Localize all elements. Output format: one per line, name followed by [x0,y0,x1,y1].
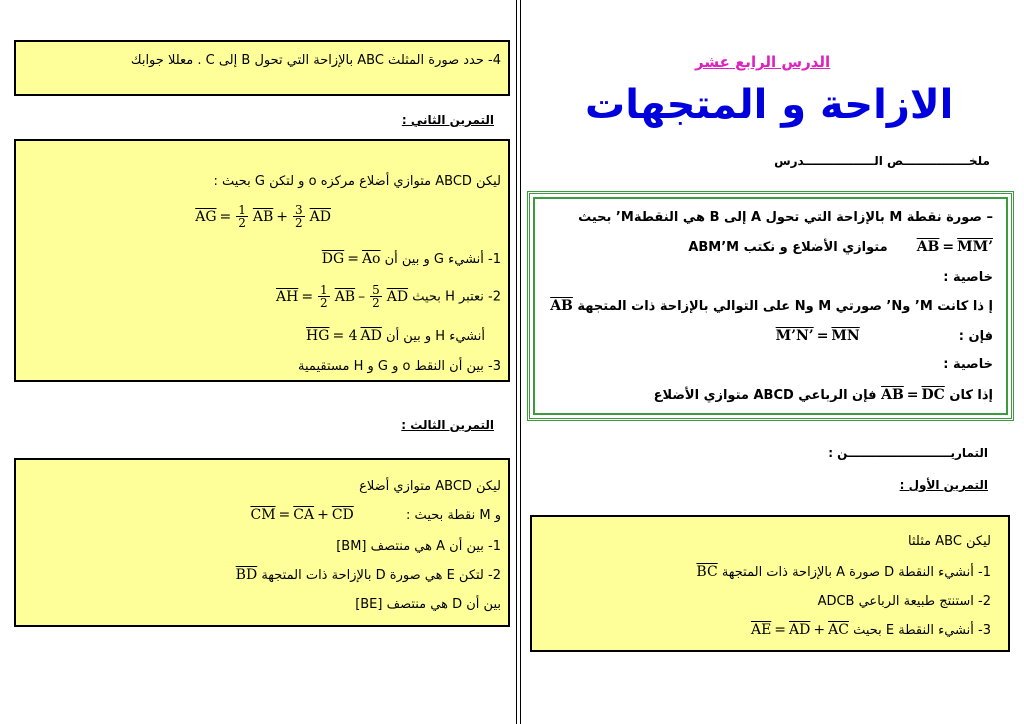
ex3-m-text: و M نقطة بحيث : [406,508,501,523]
question-4-text: 4- حدد صورة المثلث ABC بالإزاحة التي تحول B إلى C . معللا جوابك [130,53,501,68]
summary-if-text: إذا كان [949,388,993,403]
equals-sign: = [219,208,232,225]
summary-line-2 [688,239,993,255]
minus-sign: – [358,288,366,305]
vector-CD: $\overline{CD}$ [331,507,354,523]
ex3-line-2 [250,507,501,523]
plus-sign: + [813,622,826,638]
plus-sign: + [317,507,329,523]
ex2-q2-text: 2- نعتبر H بحيث [412,289,501,305]
ex1-line-1: ليكن ABC مثلثا [908,534,991,549]
equals-sign: = [301,288,314,305]
equals-sign: = [347,251,359,267]
equals-sign: = [278,507,291,523]
vector-AD: $\overline{AD}$ [360,328,382,344]
summary-line-7 [654,387,993,403]
fraction-1-2 [236,204,248,229]
lesson-number: الدرس الرابع عشر [695,53,831,71]
summary-heading: ملخــــــــــــــــص الـــــــــــــــــدرس [774,154,990,168]
ex2-line-2 [195,204,331,229]
equals-sign: = [774,622,787,638]
summary-line-4 [550,298,993,314]
numerator: 5 [372,283,380,297]
ex2-line-5 [306,328,485,344]
equals-sign: = [906,387,919,403]
ex2-q1-text: 1- أنشيء G و بين أن [384,252,501,267]
ex1-q3-text: 3- أنشيء النقطة E بحيث [853,623,991,638]
numerator: 1 [238,203,246,217]
ex1-q1-text: 1- أنشيء النقطة D صورة A بالإزاحة ذات المتجهة [721,565,991,580]
numerator: 3 [295,203,303,217]
fraction-5-2 [370,284,382,309]
vector-DG: $\overline{DG}$ [321,251,345,267]
ex3-line-3: 1- بين أن A هي منتصف [BM] [336,539,501,554]
summary-property-2: خاصية : [943,357,993,372]
summary-parallelogram-text: ABM’M متوازي الأضلاع و نكتب [688,240,888,255]
ex3-line-1: ليكن ABCD متوازي أضلاع [359,479,501,494]
ex2-q2b-text: أنشيء H و بين أن [386,329,485,344]
ex1-line-3: 2- استنتج طبيعة الرباعي ADCB [817,594,991,609]
ex1-line-4 [751,622,991,638]
vector-AG: $\overline{AG}$ [195,208,217,225]
vector-AC: $\overline{AC}$ [828,622,849,638]
fraction-1-2 [318,284,330,309]
exercise-1-box [530,515,1010,652]
equals-sign: = [942,239,955,255]
ex2-line-4 [276,284,501,309]
summary-then-text: فإن : [958,329,993,344]
vector-MN-prime: M’N’ [775,328,814,344]
vector-AB: $\overline{AB}$ [916,239,940,255]
vector-AH: $\overline{AH}$ [275,288,299,305]
summary-box [527,191,1014,421]
exercises-heading: التماريـــــــــــــــــــــــــن : [828,446,988,460]
exercise-3-box [14,458,510,627]
page-divider [516,0,521,724]
question-4-box [14,40,510,96]
vector-AB: $\overline{AB}$ [334,288,356,305]
summary-line-1: – صورة نقطة M بالإزاحة التي تحول A إلى B هي النقطةM’ بحيث [578,210,993,225]
ex3-line-4 [236,567,501,583]
summary-conclusion-text: فإن الرباعي ABCD متوازي الأضلاع [653,388,877,403]
vector-AD: $\overline{AD}$ [309,208,331,225]
vector-DC: $\overline{DC}$ [921,387,945,403]
equals-sign: = [816,328,829,344]
denominator: 2 [320,296,328,310]
ex1-line-2 [696,564,991,580]
ex3-q2-text: 2- لتكن E هي صورة D بالإزاحة ذات المتجهة [261,568,501,583]
vector-Ao: $\overline{Ao}$ [361,251,381,267]
ex2-line-1: ليكن ABCD متوازي أضلاع مركزه o و لتكن G بحيث : [213,174,501,189]
equals-four: = 4 [332,328,358,344]
vector-HG: $\overline{HG}$ [306,328,330,344]
vector-CM: $\overline{CM}$ [250,507,276,523]
vector-AB: $\overline{AB}$ [881,387,904,403]
denominator: 2 [238,216,246,230]
exercise-2-heading: التمرين الثاني : [401,113,494,127]
exercise-2-box [14,139,510,382]
summary-property-text: إ ذا كانت M’ وN’ صورتي M وN على التوالي بالإزاحة ذات المتجهة [577,299,993,314]
vector-BD: $\overline{BD}$ [235,567,258,583]
fraction-3-2 [293,204,305,229]
vector-AB: $\overline{AB}$ [252,208,274,225]
summary-property-1: خاصية : [943,270,993,285]
exercise-3-heading: التمرين الثالث : [401,418,494,432]
vector-AB: $\overline{AB}$ [550,298,573,314]
lesson-title: الازاحة و المتجهات [585,82,954,128]
ex3-line-5: بين أن D هي منتصف [BE] [355,597,501,612]
numerator: 1 [320,283,328,297]
vector-MN: $\overline{MN}$ [831,328,860,344]
vector-AD: $\overline{AD}$ [789,622,811,638]
vector-MM-prime: MM’ [957,239,993,255]
vector-AE: $\overline{AE}$ [750,622,772,638]
ex2-line-6: 3- بين أن النقط o و G و H مستقيمية [298,359,501,374]
plus-sign: + [276,208,289,225]
vector-CA: $\overline{CA}$ [293,507,315,523]
summary-line-5 [776,328,993,344]
denominator: 2 [372,296,380,310]
vector-AD: $\overline{AD}$ [386,288,409,305]
ex2-line-3 [322,251,501,267]
vector-BC: $\overline{BC}$ [696,564,718,580]
denominator: 2 [295,216,303,230]
exercise-1-heading: التمرين الأول : [899,478,988,492]
